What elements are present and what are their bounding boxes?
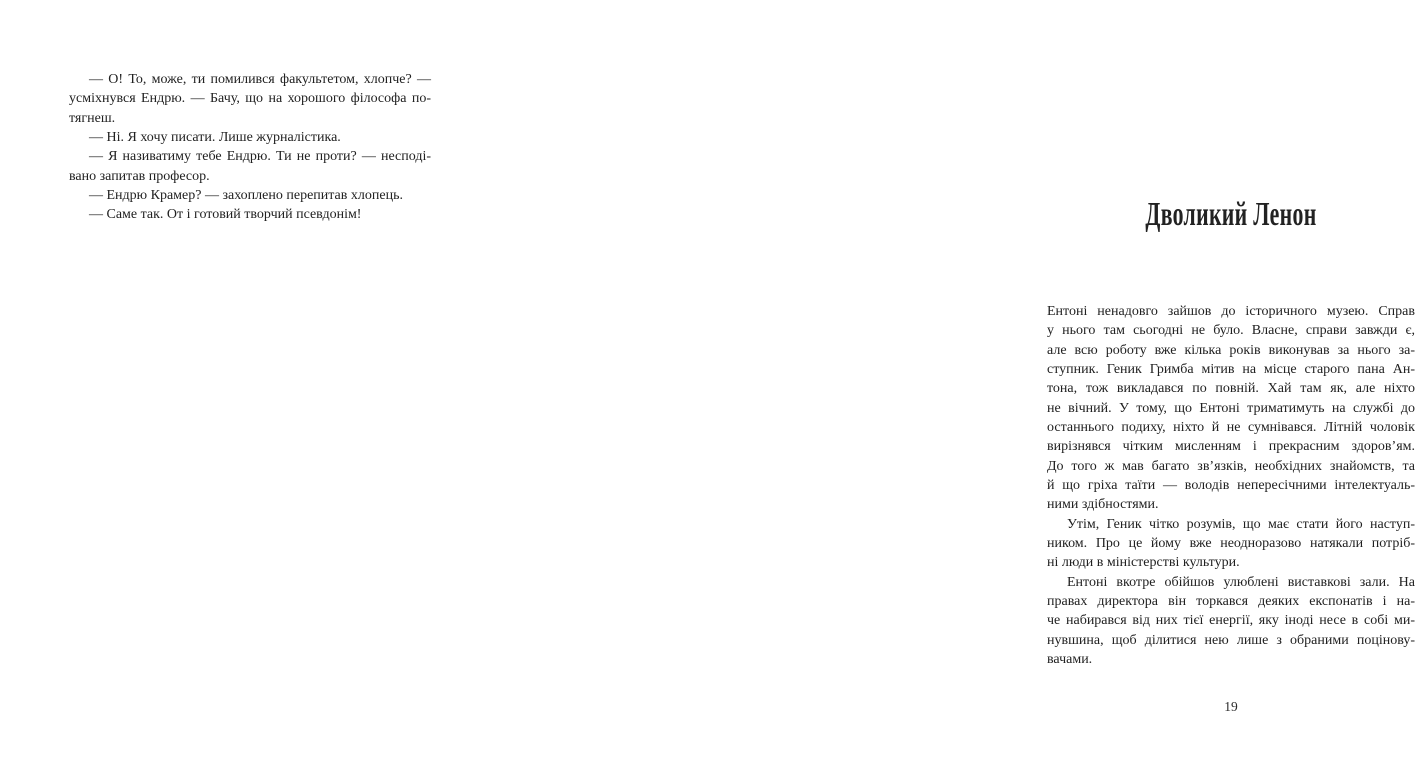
text-line: ником. Про це йому вже неодноразово натякали потріб- <box>1047 535 1415 551</box>
text-line: — Ендрю Крамер? — захоплено перепитав хлопець. <box>89 187 403 203</box>
text-line: вачами. <box>1047 651 1093 667</box>
text-line: тона, тож викладався по повній. Хай там як, але ніхто <box>1047 381 1415 397</box>
text-line: не вічний. У тому, що Ентоні триматимуть на службі до <box>1047 400 1415 416</box>
left-page <box>0 0 495 762</box>
text-line: — Я називатиму тебе Ендрю. Ти не проти? — несподі- <box>89 149 431 165</box>
left-page-text-block <box>69 70 431 225</box>
text-line: Ентоні ненадовго зайшов до історичного музею. Справ <box>1047 304 1415 319</box>
text-line: але всю роботу вже кілька років виконував за нього за- <box>1047 342 1415 358</box>
text-line: у нього там сьогодні не було. Власне, справи завжди є, <box>1047 323 1415 339</box>
text-line: вано запитав професор. <box>69 168 210 184</box>
text-line: нувшина, щоб ділитися нею лише з обраними поцінову- <box>1047 632 1415 648</box>
text-line: ними здібностями. <box>1047 497 1159 513</box>
right-page <box>495 0 1415 762</box>
text-line: тягнеш. <box>69 110 116 126</box>
page-number: 19 <box>1224 699 1238 714</box>
text-line: че набирався від них тієї енергії, яку іноді несе в собі ми- <box>1047 613 1415 629</box>
text-line: й що гріха таїти — володів непересічними інтелектуаль- <box>1047 477 1415 493</box>
text-line: — О! То, може, ти помилився факультетом, хлопче? — <box>89 72 431 87</box>
text-line: правах директора він торкався деяких експонатів і на- <box>1047 593 1415 609</box>
text-line: Ентоні вкотре обійшов улюблені виставкові зали. На <box>1067 574 1415 590</box>
text-line: — Ні. Я хочу писати. Лише журналістика. <box>89 129 341 145</box>
right-page-text-block <box>1047 302 1415 669</box>
text-line: вирізнявся чітким мисленням і прекрасним здоров’ям. <box>1047 439 1415 455</box>
text-line: останнього подиху, ніхто й не сумнівався. Літній чоловік <box>1047 419 1415 435</box>
text-line: ні люди в міністерстві культури. <box>1047 555 1240 571</box>
text-line: ступник. Геник Гримба мітив на місце старого пана Ан- <box>1047 361 1415 377</box>
chapter-title: Дволикий Ленон <box>1145 196 1317 233</box>
text-line: — Саме так. От і готовий творчий псевдонім! <box>89 207 362 223</box>
text-line: усміхнувся Ендрю. — Бачу, що на хорошого філософа по- <box>69 91 431 107</box>
text-line: До того ж мав багато зв’язків, необхідних знайомств, та <box>1047 458 1415 474</box>
text-line: Утім, Геник чітко розумів, що має стати його наступ- <box>1067 516 1415 532</box>
